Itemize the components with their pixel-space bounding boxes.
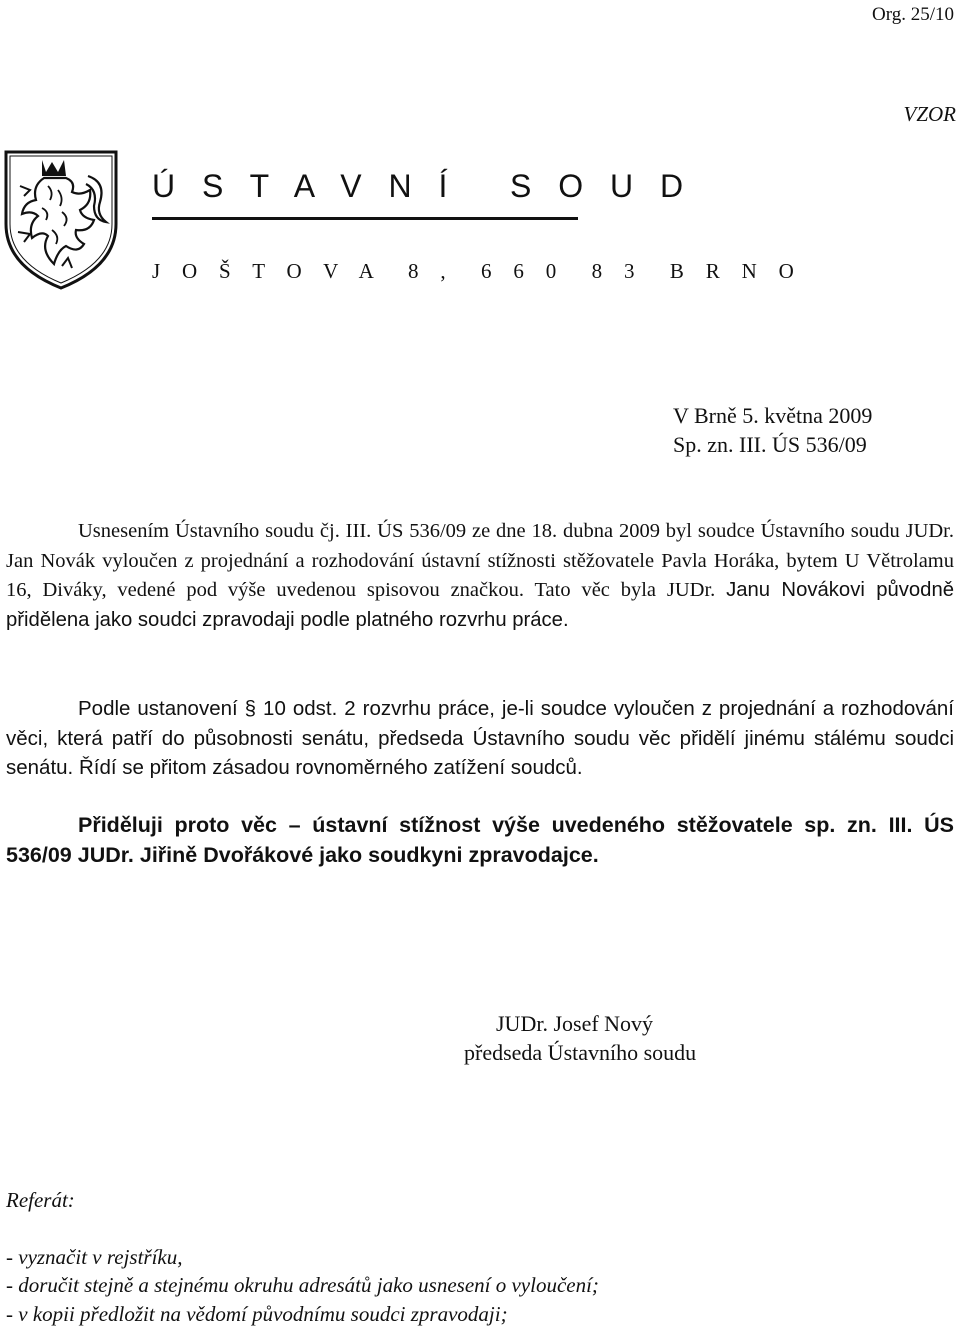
signer-name: JUDr. Josef Nový bbox=[496, 1011, 654, 1036]
document-date: V Brně 5. května 2009 bbox=[673, 403, 873, 428]
state-emblem-icon bbox=[2, 146, 120, 292]
referat-item: - doručit stejně a stejnému okruhu adresátů jako usnesení o vyloučení; bbox=[6, 1273, 599, 1297]
paragraph-exclusion bbox=[6, 517, 954, 667]
paragraph-decision bbox=[6, 810, 954, 870]
signer-role: předseda Ústavního soudu bbox=[464, 1040, 697, 1065]
org-reference: Org. 25/10 bbox=[872, 4, 954, 25]
referat-item: - vyznačit v rejstříku, bbox=[6, 1245, 183, 1269]
paragraph-rule bbox=[6, 694, 954, 783]
paragraph-exclusion-assignment: Janu Novákovi původně přidělena jako soudci zpravodaji podle platného rozvrhu práce. bbox=[6, 579, 955, 631]
referat-item: - v kopii předložit na vědomí původnímu soudci zpravodaji; bbox=[6, 1302, 508, 1326]
court-address: J O Š T O V A 8 , 6 6 0 8 3 B R N O bbox=[152, 259, 803, 283]
case-number: Sp. zn. III. ÚS 536/09 bbox=[673, 432, 867, 457]
paragraph-rule-text: Podle ustanovení § 10 odst. 2 rozvrhu práce, je-li soudce vyloučen z projednání a rozhodování věci, která patří do působnosti senátu, předseda Ústavního soudu věc přidělí jinému stálému soudci senátu. Řídí se přitom zásadou rovnoměrného zatížení soudců. bbox=[6, 697, 954, 779]
court-name: Ú S T A V N Í S O U D bbox=[152, 168, 693, 204]
paragraph-decision-text: Přiděluji proto věc – ústavní stížnost výše uvedeného stěžovatele sp. zn. III. ÚS 536/09 JUDr. Jiřině Dvořákové jako soudkyni zpravodajce. bbox=[6, 813, 954, 867]
header-rule bbox=[152, 217, 578, 220]
template-mark: VZOR bbox=[903, 102, 956, 126]
referat-heading: Referát: bbox=[6, 1188, 75, 1212]
paragraph-exclusion-text: Usnesením Ústavního soudu čj. III. ÚS 536/09 ze dne 18. dubna 2009 byl soudce Ústavního soudu JUDr. Jan Novák vyloučen z projednání a rozhodování ústavní stížnosti stěžovatele Pavla Horáka, bytem U Větrolamu 16, Diváky, vedené pod výše uvedenou spisovou značkou. Tato věc byla JUDr. bbox=[6, 520, 954, 601]
